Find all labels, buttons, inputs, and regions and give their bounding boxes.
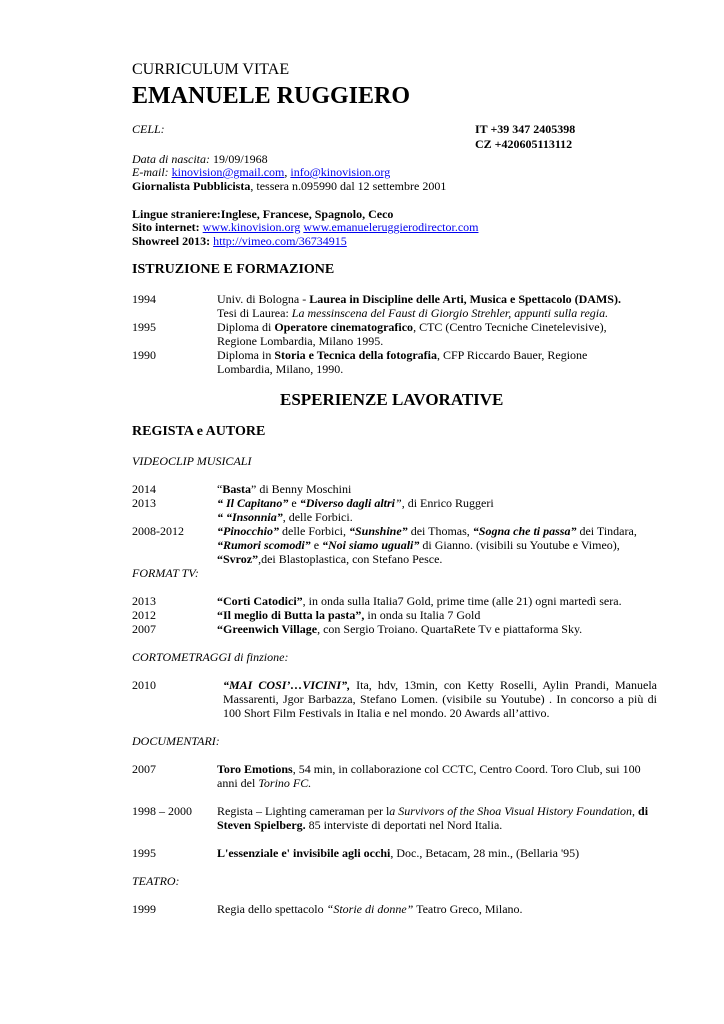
documentary-3-title: L'essenziale e' invisibile agli occhi [217, 846, 391, 860]
documentary-1-club: Torino FC. [258, 776, 312, 790]
cv-label: CURRICULUM VITAE [132, 61, 290, 78]
videoclip-3-title: “ “Insonnia” [217, 510, 283, 524]
format-tv-2-title: “Il meglio di Butta la pasta”, [217, 608, 365, 622]
email-link-1[interactable]: kinovision@gmail.com [171, 165, 285, 179]
videoclip-2-title-b: “Diverso dagli altri [299, 496, 396, 510]
edu-3-diploma: Storia e Tecnica della fotografia [274, 348, 437, 362]
edu-3-suffix: , CFP Riccardo Bauer, Regione [436, 348, 588, 362]
edu-1-year: 1994 [132, 292, 156, 306]
videoclip-1 [217, 482, 351, 496]
showreel-line [132, 234, 347, 248]
videoclip-1-year: 2014 [132, 482, 156, 496]
phone-cz: CZ +420605113112 [475, 137, 573, 151]
format-tv-3-year: 2007 [132, 622, 156, 636]
format-tv-2-year: 2012 [132, 608, 156, 622]
short-film-year: 2010 [132, 678, 156, 692]
videoclip-1-artist: ” di Benny Moschini [251, 482, 352, 496]
website-link-1[interactable]: www.kinovision.org [202, 220, 301, 234]
edu-3-year: 1990 [132, 348, 156, 362]
documentary-1-title: Toro Emotions [217, 762, 293, 776]
documentary-1-year: 2007 [132, 762, 156, 776]
videoclip-1-quote: “ [217, 482, 223, 496]
person-name: EMANUELE RUGGIERO [132, 83, 411, 109]
short-film-description [223, 678, 657, 720]
format-tv-1-text: , in onda sulla Italia7 Gold, prime time (alle 21) ogni martedì sera. [302, 594, 622, 608]
theatre-entry [217, 902, 523, 916]
edu-2-year: 1995 [132, 320, 156, 334]
documentary-2-foundation: a Survivors of the Shoa Visual History Foundation [389, 804, 633, 818]
edu-1-thesis-label: Tesi di Laurea: [217, 306, 292, 320]
format-tv-2 [217, 608, 480, 622]
theatre-label: TEATRO: [132, 874, 180, 888]
videoclip-5-title-b: “Noi siamo uguali” [322, 538, 420, 552]
birth-date [132, 152, 268, 166]
videoclip-6-title: “Svroz” [217, 552, 259, 566]
theatre-title: “Storie di donne” [326, 902, 414, 916]
website-link-2[interactable]: www.emanueleruggierodirector.com [303, 220, 479, 234]
videoclip-5-and: e [310, 538, 323, 552]
edu-2-line-2: Regione Lombardia, Milano 1995. [217, 334, 384, 348]
edu-2-diploma: Operatore cinematografico [274, 320, 414, 334]
format-tv-1-title: “Corti Catodici” [217, 594, 303, 608]
format-tv-3-title: “Greenwich Village [217, 622, 318, 636]
email-link-2[interactable]: info@kinovision.org [290, 165, 391, 179]
website-label: Sito internet: [132, 220, 200, 234]
edu-2-prefix: Diploma di [217, 320, 275, 334]
videoclip-4-year: 2008-2012 [132, 524, 184, 538]
edu-1-line-2 [217, 306, 608, 320]
edu-1-degree: Laurea in Discipline delle Arti, Musica e Spettacolo (DAMS). [309, 292, 621, 306]
edu-1-line-1 [217, 292, 621, 306]
documentary-3-year: 1995 [132, 846, 156, 860]
videoclip-4-text-c: dei Tindara, [576, 524, 637, 538]
email-separator: , [284, 165, 291, 179]
showreel-label: Showreel 2013: [132, 234, 211, 248]
documentary-2-producer: di Steven Spielberg. [217, 804, 649, 832]
documentary-2 [217, 804, 659, 832]
videoclip-4-title-a: “Pinocchio” [217, 524, 279, 538]
videoclip-2-year: 2013 [132, 496, 156, 510]
videoclip-4-title-c: “Sogna che ti passa” [472, 524, 577, 538]
short-film-title: “MAI COSI’…VICINI”, [223, 678, 351, 692]
theatre-venue: Teatro Greco, Milano. [413, 902, 523, 916]
format-tv-1 [217, 594, 622, 608]
videoclip-1-title: Basta [222, 482, 251, 496]
documentary-1-text: , 54 min, in collaborazione col CCTC, Centro Coord. Toro Club, sui 100 anni del [217, 762, 641, 790]
edu-2-suffix: , CTC (Centro Tecniche Cinetelevisive), [413, 320, 607, 334]
videoclip-3-artist: , delle Forbici. [282, 510, 353, 524]
format-tv-3-text: , con Sergio Troiano. QuartaRete Tv e piattaforma Sky. [317, 622, 583, 636]
education-heading: ISTRUZIONE E FORMAZIONE [132, 262, 335, 277]
documentary-1 [217, 762, 657, 790]
format-tv-1-year: 2013 [132, 594, 156, 608]
birth-value: 19/09/1968 [210, 152, 268, 166]
videoclip-4-text-b: dei Thomas, [407, 524, 473, 538]
languages-line: Lingue straniere:Inglese, Francese, Spagnolo, Ceco [132, 207, 394, 221]
format-tv-label: FORMAT TV: [132, 566, 199, 580]
documentary-2-role: Regista – Lighting cameraman per l [217, 804, 390, 818]
journalist-label: Giornalista Pubblicista [132, 179, 251, 193]
documentary-2-sep: , [632, 804, 639, 818]
edu-1-prefix: Univ. di Bologna - [217, 292, 310, 306]
director-subheading: REGISTA e AUTORE [132, 424, 266, 439]
cell-label: CELL: [132, 122, 165, 136]
short-films-label: CORTOMETRAGGI di finzione: [132, 650, 289, 664]
birth-label: Data di nascita: [132, 152, 210, 166]
theatre-prefix: Regia dello spettacolo [217, 902, 327, 916]
format-tv-3 [217, 622, 582, 636]
journalist-value: , tessera n.095990 dal 12 settembre 2001 [250, 179, 447, 193]
short-film-text: Ita, hdv, 13min, con Ketty Roselli, Aylin Prandi, Manuela Massarenti, Jgor Barbazza, Stefano Lomen. (visibile su Youtube) . In concorso a più di 100 Short Film Festivals in Italia e nel mondo. 20 Awards all’attivo. [223, 678, 657, 720]
edu-2-line-1 [217, 320, 607, 334]
videoclip-3 [217, 510, 353, 524]
edu-3-line-2: Lombardia, Milano, 1990. [217, 362, 344, 376]
videoclip-6 [217, 552, 442, 566]
experience-heading: ESPERIENZE LAVORATIVE [280, 390, 504, 409]
videoclip-2-artist: di Enrico Ruggeri [404, 496, 494, 510]
videoclip-4-text-a: delle Forbici, [279, 524, 349, 538]
journalist-line [132, 179, 446, 193]
phone-it: IT +39 347 2405398 [475, 122, 576, 136]
videoclip-2 [217, 496, 494, 510]
videoclip-2-title-a: “ Il Capitano” [217, 496, 289, 510]
documentary-3-text: , Doc., Betacam, 28 min., (Bellaria '95) [390, 846, 580, 860]
edu-3-line-1 [217, 348, 587, 362]
website-line [132, 220, 478, 234]
format-tv-2-text: in onda su Italia 7 Gold [364, 608, 481, 622]
videoclip-5 [217, 538, 620, 552]
videoclip-5-title-a: “Rumori scomodi” [217, 538, 311, 552]
videoclip-4-title-b: “Sunshine” [348, 524, 408, 538]
email-line [132, 165, 390, 179]
videoclip-6-artist: ,dei Blastoplastica, con Stefano Pesce. [258, 552, 443, 566]
edu-3-prefix: Diploma in [217, 348, 275, 362]
documentary-3 [217, 846, 579, 860]
videoclip-2-and: e [288, 496, 300, 510]
showreel-link[interactable]: http://vimeo.com/36734915 [213, 234, 347, 248]
email-label: E-mail: [132, 165, 169, 179]
videoclip-4 [217, 524, 637, 538]
documentaries-label: DOCUMENTARI: [132, 734, 220, 748]
videoclip-5-artist: di Gianno. (visibili su Youtube e Vimeo), [419, 538, 620, 552]
edu-1-thesis-title: La messinscena del Faust di Giorgio Strehler, appunti sulla regia. [291, 306, 609, 320]
theatre-year: 1999 [132, 902, 156, 916]
documentary-2-text: 85 interviste di deportati nel Nord Italia. [305, 818, 503, 832]
videoclip-2-quote: ”, [395, 496, 405, 510]
documentary-2-year: 1998 – 2000 [132, 804, 192, 818]
videoclip-label: VIDEOCLIP MUSICALI [132, 454, 252, 468]
